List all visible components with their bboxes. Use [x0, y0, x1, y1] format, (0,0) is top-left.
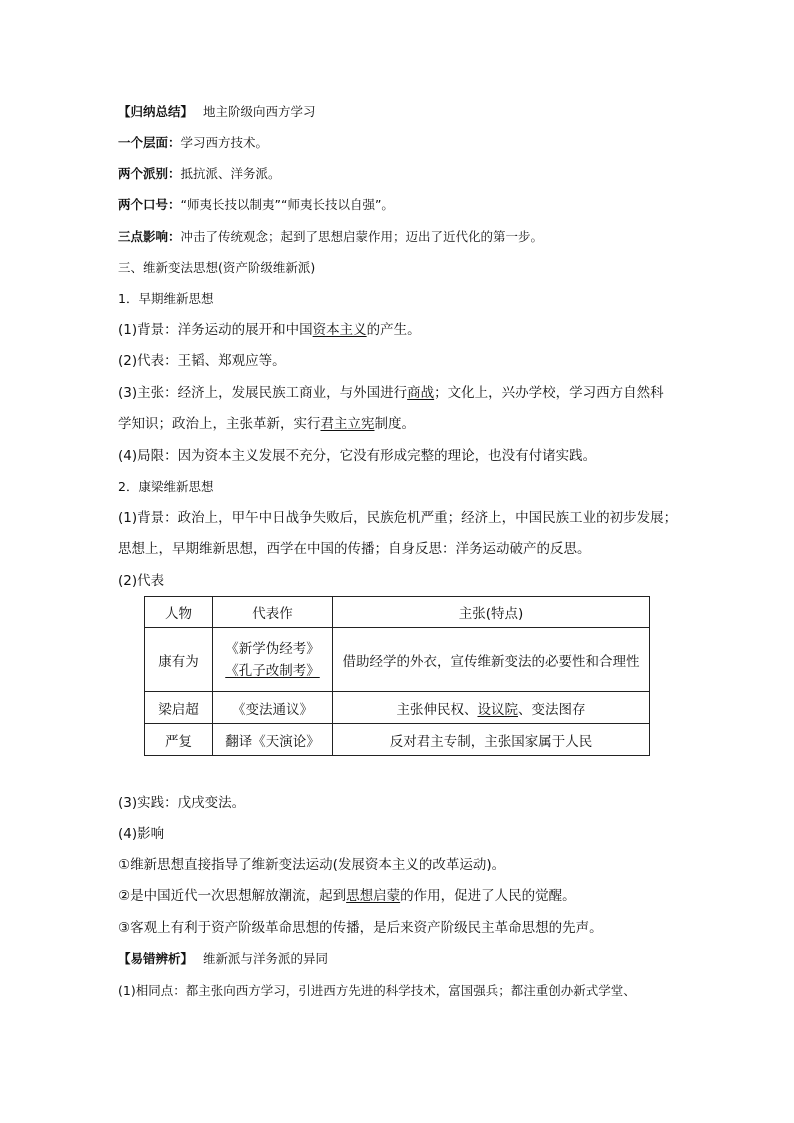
level-label: 一个层面： — [118, 135, 181, 150]
practice-line: (3)实践：戊戌变法。 — [118, 795, 246, 811]
early-background-end: 的产生。 — [366, 322, 421, 338]
slogans-text: “师夷长技以制夷”“师夷长技以自强”。 — [180, 197, 394, 212]
work-title: 《孔子改制考》 — [225, 662, 320, 679]
cell-work: 翻译《天演论》 — [213, 724, 333, 756]
impact-label: 三点影响： — [118, 229, 181, 244]
early-claim-line-2 — [118, 414, 678, 434]
kangliang-reps-heading: (2)代表 — [118, 573, 165, 589]
claim-text: 主张伸民权、 — [396, 701, 478, 718]
claim-text-end: 、变法图存 — [518, 701, 586, 718]
section3-heading: 三、维新变法思想(资产阶级维新派) — [118, 260, 316, 275]
early-limitation: (4)局限：因为资本主义发展不充分，它没有形成完整的理论，也没有付诸实践。 — [118, 448, 597, 464]
summary-tag: 【归纳总结】 — [118, 104, 194, 119]
cell-claim: 借助经学的外衣，宣传维新变法的必要性和合理性 — [333, 628, 650, 692]
slogans-line — [118, 195, 678, 215]
analysis-same: (1)相同点：都主张向西方学习，引进西方先进的科学技术，富国强兵；都注重创办新式学堂、 — [118, 983, 636, 998]
influence-2-underlined: 思想启蒙 — [346, 888, 401, 904]
analysis-title: 维新派与洋务派的异同 — [203, 951, 329, 966]
cell-work — [213, 628, 333, 692]
table-row — [145, 724, 650, 756]
early-claim-text-2: ；文化上，兴办学校，学习西方自然科 — [434, 385, 664, 401]
kangliang-background-2: 思想上，早期维新思想，西学在中国的传播；自身反思：洋务运动破产的反思。 — [118, 541, 591, 557]
summary-line — [118, 102, 678, 122]
cell-person: 严复 — [145, 724, 213, 756]
cell-claim: 反对君主专制，主张国家属于人民 — [333, 724, 650, 756]
cell-work: 《变法通议》 — [213, 692, 333, 724]
factions-label: 两个派别： — [118, 166, 181, 181]
factions-line — [118, 164, 678, 184]
influence-3: ③客观上有利于资产阶级革命思想的传播，是后来资产阶级民主革命思想的先声。 — [118, 920, 603, 936]
early-representatives: (2)代表：王韬、郑观应等。 — [118, 353, 286, 369]
table-header-row — [145, 597, 650, 628]
factions-text: 抵抗派、洋务派。 — [180, 166, 281, 181]
summary-title: 地主阶级向西方学习 — [203, 104, 316, 119]
early-claim-text-3: 学知识；政治上，主张革新，实行 — [118, 416, 321, 432]
kangliang-background-1: (1)背景：政治上，甲午中日战争失败后，民族危机严重；经济上，中国民族工业的初步发展； — [118, 510, 678, 526]
early-claim-underlined: 商战 — [407, 385, 435, 401]
slogans-label: 两个口号： — [118, 197, 181, 212]
early-background-underlined: 资本主义 — [312, 322, 367, 338]
claim-underlined: 设议院 — [477, 701, 518, 718]
early-heading: 1．早期维新思想 — [118, 291, 214, 306]
header-claim: 主张(特点) — [333, 597, 650, 628]
header-person: 人物 — [145, 597, 213, 628]
early-claim-underlined-2: 君主立宪 — [320, 416, 375, 432]
analysis-line — [118, 949, 678, 969]
impact-text: 冲击了传统观念；起到了思想启蒙作用；迈出了近代化的第一步。 — [180, 229, 544, 244]
table-row — [145, 628, 650, 692]
influence-2-text: ②是中国近代一次思想解放潮流，起到 — [118, 888, 347, 904]
influence-2 — [118, 886, 678, 906]
early-claim-line-1 — [118, 383, 678, 403]
table-row — [145, 692, 650, 724]
analysis-tag: 【易错辨析】 — [118, 951, 194, 966]
early-background — [118, 320, 678, 340]
cell-person: 康有为 — [145, 628, 213, 692]
influence-2-end: 的作用，促进了人民的觉醒。 — [400, 888, 576, 904]
level-line — [118, 133, 678, 153]
kangliang-heading: 2．康梁维新思想 — [118, 479, 214, 494]
impact-line — [118, 227, 678, 247]
level-text: 学习西方技术。 — [180, 135, 269, 150]
influence-1: ①维新思想直接指导了维新变法运动(发展资本主义的改革运动)。 — [118, 857, 506, 873]
early-background-text: (1)背景：洋务运动的展开和中国 — [118, 322, 313, 338]
influence-heading: (4)影响 — [118, 826, 165, 842]
header-work: 代表作 — [213, 597, 333, 628]
early-claim-text-4: 制度。 — [374, 416, 415, 432]
work-title: 《新学伪经考》 — [225, 640, 320, 657]
cell-person: 梁启超 — [145, 692, 213, 724]
early-claim-text: (3)主张：经济上，发展民族工商业，与外国进行 — [118, 385, 408, 401]
cell-claim — [333, 692, 650, 724]
representatives-table — [144, 596, 650, 756]
